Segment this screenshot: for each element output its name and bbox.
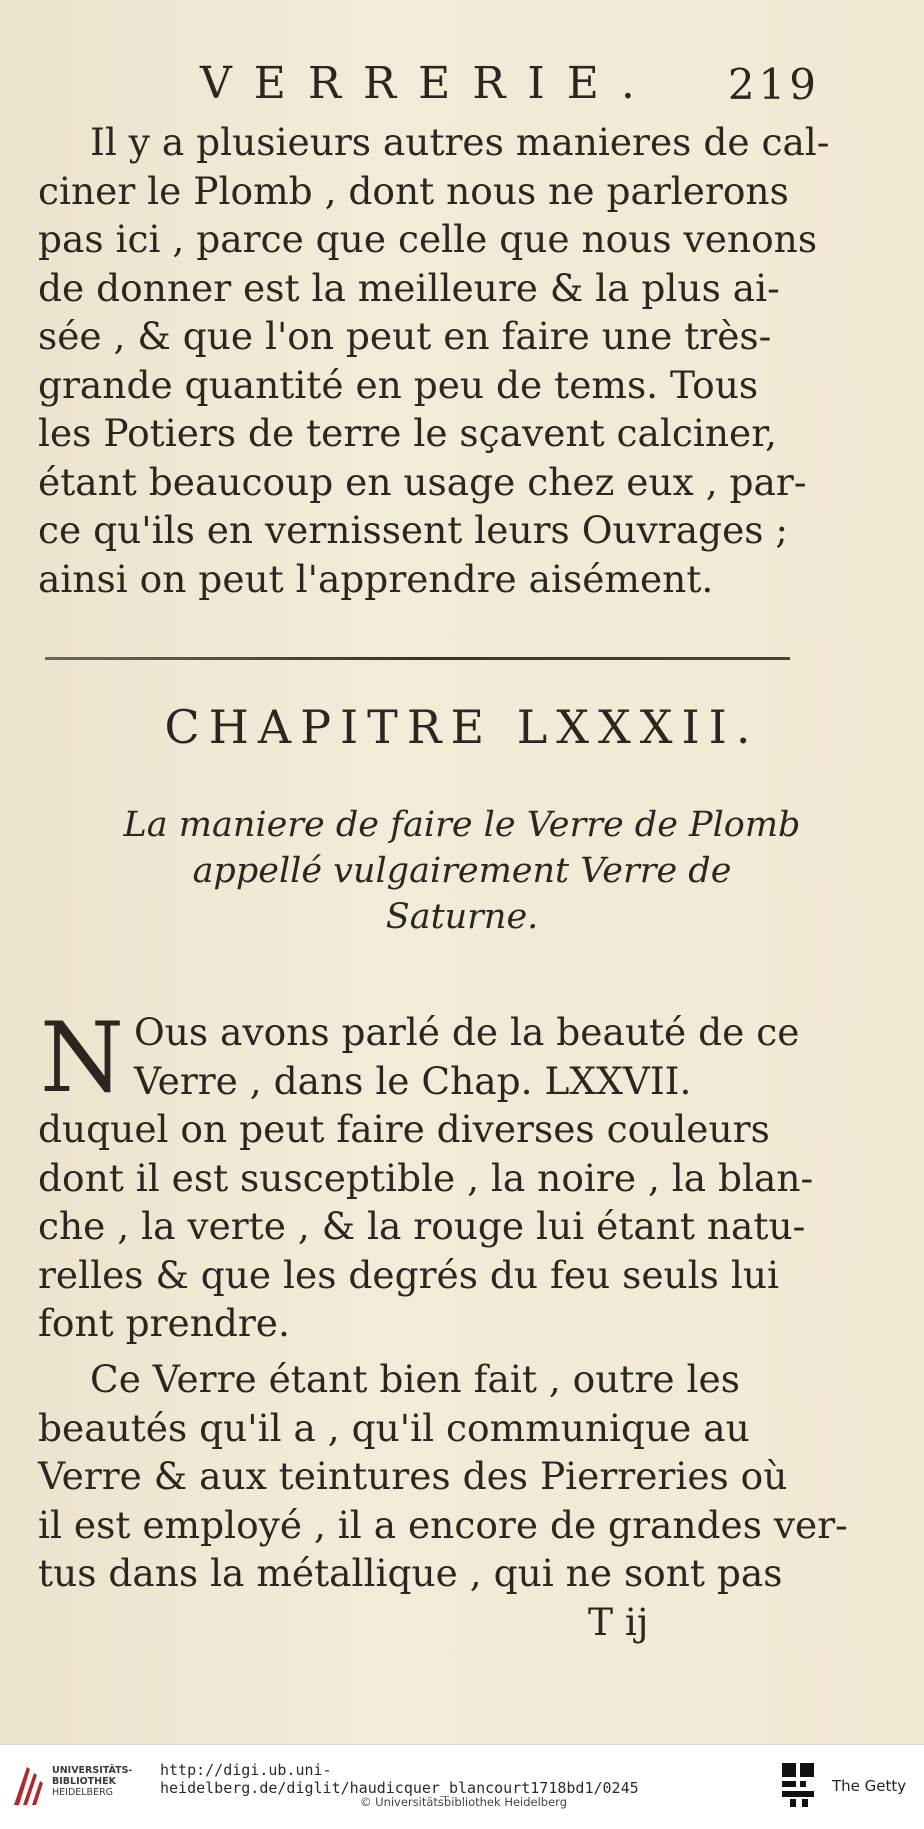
text-line: Verre , dans le Chap. LXXVII. <box>134 1058 692 1103</box>
text-line: pas ici , parce que celle que nous venons <box>38 217 818 261</box>
text-line: ce qu'ils en vernissent leurs Ouvrages ; <box>38 508 789 552</box>
text-line: ainsi on peut l'apprendre aisément. <box>38 556 714 601</box>
subtitle-line: Saturne. <box>385 897 539 937</box>
text-line: de donner est la meilleure & la plus ai- <box>38 265 780 310</box>
section-divider <box>45 657 790 660</box>
running-head-title: VERRERIE. <box>200 58 657 109</box>
text-line: Il y a plusieurs autres manieres de cal- <box>90 120 830 164</box>
text-line: dont il est susceptible , la noire , la blan- <box>38 1155 814 1200</box>
text-line: che , la verte , & la rouge lui étant natu- <box>38 1204 806 1248</box>
text-line: font prendre. <box>38 1301 290 1345</box>
page-number: 219 <box>727 60 820 109</box>
text-line: beautés qu'il a , qu'il communique au <box>38 1405 750 1450</box>
text-line: les Potiers de terre le sçavent calciner, <box>38 411 777 455</box>
text-line: sée , & que l'on peut en faire une très- <box>38 314 772 358</box>
text-line: grande quantité en peu de tems. Tous <box>38 362 759 407</box>
text-line: ciner le Plomb , dont nous ne parlerons <box>38 168 789 213</box>
library-name-line: UNIVERSITÄTS- <box>52 1765 133 1776</box>
text-line: relles & que les degrés du feu seuls lui <box>38 1252 779 1297</box>
subtitle-line: appellé vulgairement Verre de <box>192 851 732 891</box>
partner-name: The Getty <box>832 1777 907 1795</box>
signature-mark: T ij <box>588 1599 649 1644</box>
paragraph-3 <box>38 1355 848 1646</box>
copyright-notice: © Universitätsbibliothek Heidelberg <box>360 1795 568 1809</box>
chapter-heading: CHAPITRE LXXXII. <box>164 700 760 754</box>
chapter-subtitle <box>0 802 924 940</box>
paragraph-1 <box>38 118 828 603</box>
library-name-line: HEIDELBERG <box>52 1787 114 1798</box>
running-head <box>200 58 820 118</box>
footer-bar <box>0 1744 924 1829</box>
drop-cap: N <box>40 1002 124 1114</box>
library-logo-icon <box>10 1761 44 1813</box>
text-line: il est employé , il a encore de grandes ver- <box>38 1502 848 1547</box>
library-name <box>52 1765 132 1798</box>
paragraph-2 <box>38 1002 828 1348</box>
text-line: Ous avons parlé de la beauté de ce <box>134 1010 800 1054</box>
library-name-line: BIBLIOTHEK <box>52 1776 116 1787</box>
text-line: tus dans la métallique , qui ne sont pas <box>38 1551 783 1595</box>
permalink-url[interactable]: http://digi.ub.uni-heidelberg.de/diglit/haudicquer_blancourt1718bd1/0245 <box>160 1761 639 1797</box>
text-line: Ce Verre étant bien fait , outre les <box>90 1357 740 1401</box>
text-line: étant beaucoup en usage chez eux , par- <box>38 459 807 504</box>
text-line: duquel on peut faire diverses couleurs <box>38 1107 770 1151</box>
getty-logo-icon <box>778 1759 818 1809</box>
text-line: Verre & aux teintures des Pierreries où <box>38 1454 788 1498</box>
subtitle-line: La maniere de faire le Verre de Plomb <box>123 805 801 845</box>
